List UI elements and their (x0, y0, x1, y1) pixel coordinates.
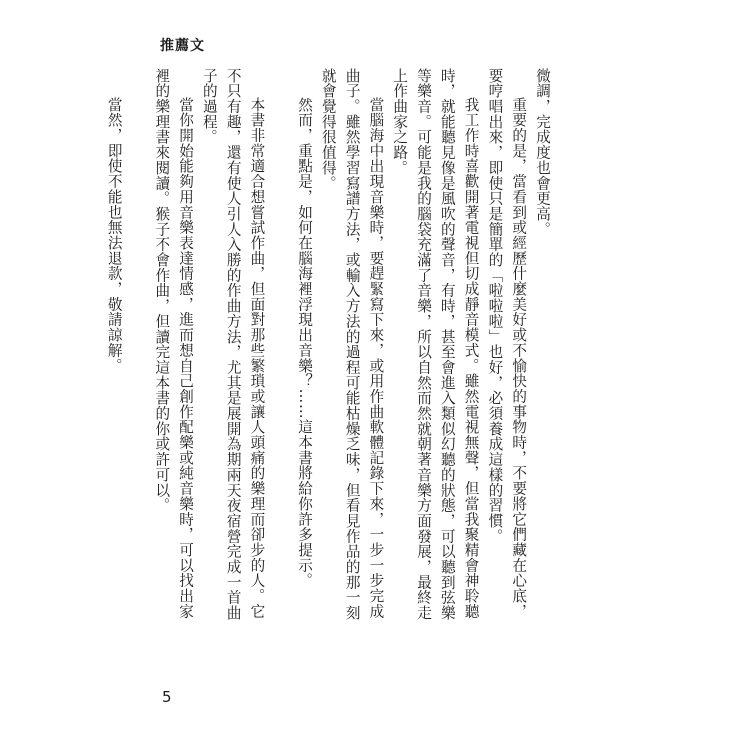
body-text (105, 68, 554, 628)
body-paragraph: 然而，重點是，如何在腦海裡浮現出音樂？……這本書將給你許多提示。 (296, 97, 314, 589)
body-paragraph: 當腦海中出現音樂時，要趕緊寫下來，或用作曲軟體記錄下來，一步一步完成曲子。雖然學習寫譜方法，或輸入方法的過程可能枯燥乏味，但看見作品的那一刻就會覺得很值得。 (319, 68, 385, 621)
body-paragraph: 當然，即使不能也無法退款，敬請諒解。 (105, 97, 123, 374)
body-paragraph: 微調，完成度也會更高。 (534, 68, 551, 237)
body-paragraph: 我工作時喜歡開著電視但切成靜音模式。雖然電視無聲，但當我聚精會神聆聽時，就能聽見像是風吹的聲音，有時，甚至會進入類似幻聽的狀態，可以聽到弦樂等樂音。可能是我的腦袋充滿了音樂，所以自然而然就朝著音樂方面發展，最終走上作曲家之路。 (391, 68, 480, 621)
section-title: 推薦文 (160, 38, 205, 54)
body-paragraph: 當你開始能夠用音樂表達情感，進而想自己創作配樂或純音樂時，可以找出家裡的樂理書來閱讀。猴子不會作曲，但讀完這本書的你或許可以。 (153, 68, 195, 620)
body-paragraph: 重要的是，當看到或經歷什麼美好或不愉快的事物時，不要將它們藏在心底，要哼唱出來，即使只是簡單的「啦啦啦」也好，必須養成這樣的習慣。 (486, 68, 528, 620)
body-paragraph: 本書非常適合想嘗試作曲，但面對那些繁瑣或讓人頭痛的樂理而卻步的人。它不只有趣，還有使人引人入勝的作曲方法，尤其是展開為期兩天夜宿營完成一首曲子的過程。 (200, 68, 266, 621)
page-number: 5 (162, 688, 172, 706)
